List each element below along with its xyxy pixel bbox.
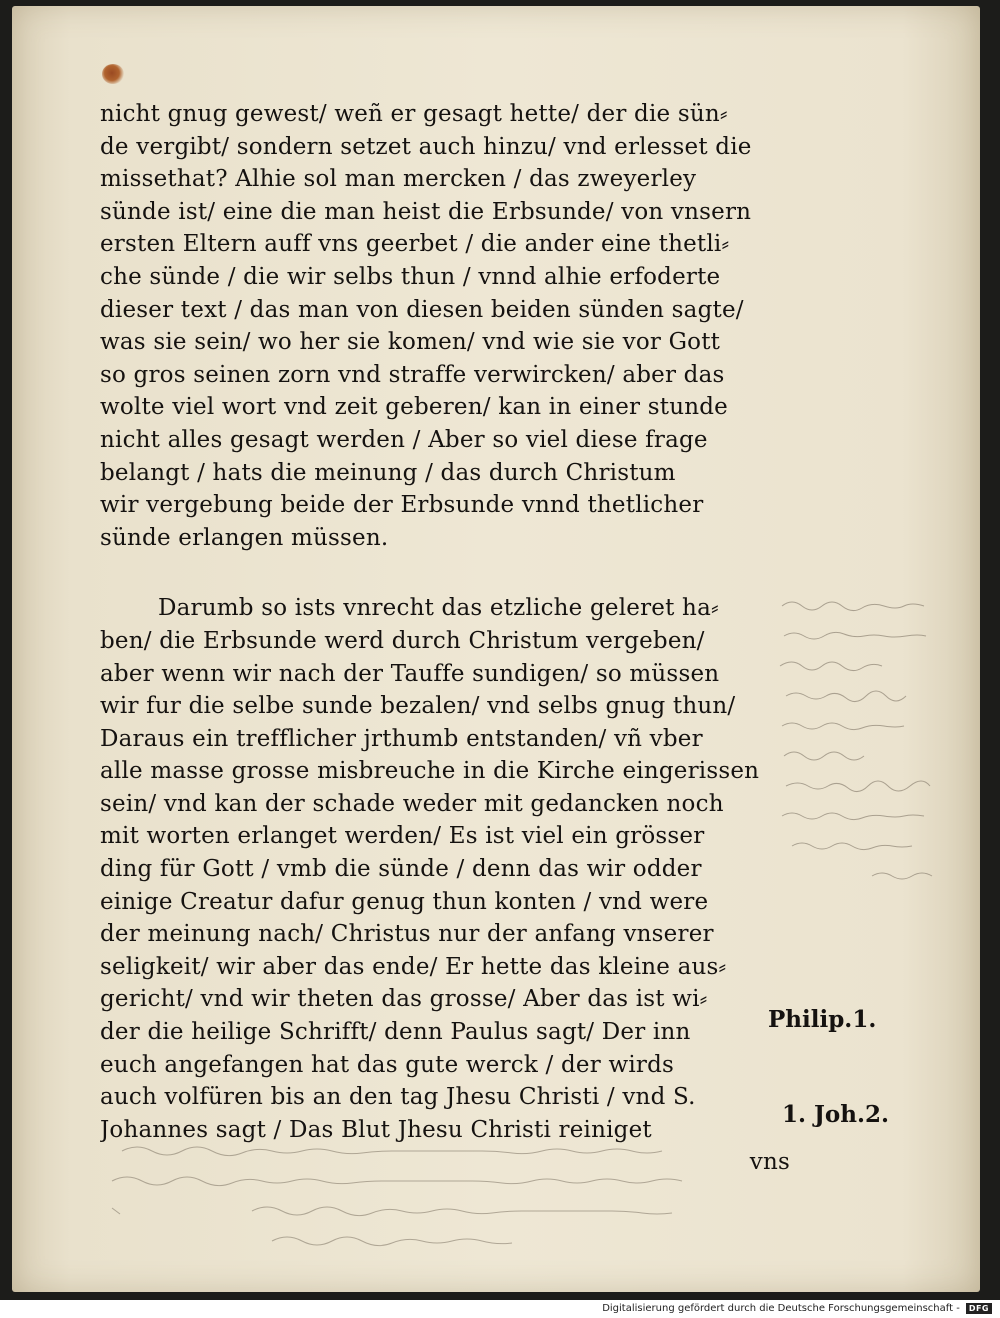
paragraph-gap xyxy=(100,554,790,592)
text-line: nicht gnug gewest/ weñ er gesagt hette/ der die sün⸗ xyxy=(100,101,728,127)
margin-note-philip: Philip.1. xyxy=(768,1006,877,1033)
text-line: che sünde / die wir selbs thun / vnnd alhie erfoderte xyxy=(100,263,721,290)
text-line: sein/ vnd kan der schade weder mit gedancken noch xyxy=(100,790,724,817)
text-line: wir vergebung beide der Erbsunde vnnd thetlicher xyxy=(100,492,704,519)
main-text-block xyxy=(100,98,790,1179)
text-line: mit worten erlanget werden/ Es ist viel ein grösser xyxy=(100,823,705,850)
text-line: sünde erlangen müssen. xyxy=(100,524,389,551)
text-line: was sie sein/ wo her sie komen/ vnd wie sie vor Gott xyxy=(100,329,721,356)
text-line: wir fur die selbe sunde bezalen/ vnd selbs gnug thun/ xyxy=(100,693,736,720)
text-line: ersten Eltern auff vns geerbet / die ander eine thetli⸗ xyxy=(100,231,730,258)
text-line: belangt / hats die meinung / das durch Christum xyxy=(100,459,676,486)
handwritten-margin-annotations xyxy=(772,586,972,886)
text-line: aber wenn wir nach der Tauffe sundigen/ so müssen xyxy=(100,660,720,687)
text-line: sünde ist/ eine die man heist die Erbsunde/ von vnsern xyxy=(100,198,752,225)
book-page xyxy=(12,6,980,1292)
text-line: der die heilige Schrifft/ denn Paulus sagt/ Der inn xyxy=(100,1019,691,1046)
catchword: vns xyxy=(749,1149,790,1176)
text-line: so gros seinen zorn vnd straffe verwircken/ aber das xyxy=(100,361,725,388)
footer-credit xyxy=(602,1300,992,1316)
text-line: ding für Gott / vmb die sünde / denn das wir odder xyxy=(100,856,702,883)
text-line: einige Creatur dafur genug thun konten / vnd were xyxy=(100,888,709,915)
text-line: Daraus ein trefflicher jrthumb entstanden/ vñ vber xyxy=(100,725,703,752)
text-line: missethat? Alhie sol man mercken / das zweyerley xyxy=(100,166,697,193)
footer-credit-text: Digitalisierung gefördert durch die Deutsche Forschungsgemeinschaft - xyxy=(602,1302,960,1314)
text-line: auch volfüren bis an den tag Jhesu Christi / vnd S. xyxy=(100,1084,696,1111)
text-line: der meinung nach/ Christus nur der anfang vnserer xyxy=(100,921,714,948)
handwritten-bottom-annotations xyxy=(102,1136,782,1256)
text-line: gericht/ vnd wir theten das grosse/ Aber das ist wi⸗ xyxy=(100,986,708,1013)
text-line: seligkeit/ wir aber das ende/ Er hette das kleine aus⸗ xyxy=(100,953,727,980)
text-line: ben/ die Erbsunde werd durch Christum vergeben/ xyxy=(100,627,705,654)
text-line: alle masse grosse misbreuche in die Kirche eingerissen xyxy=(100,758,760,785)
ink-stain xyxy=(102,64,124,84)
paragraph-2 xyxy=(100,592,790,1179)
text-line: Johannes sagt / Das Blut Jhesu Christi reiniget xyxy=(100,1116,652,1143)
margin-note-joh: 1. Joh.2. xyxy=(782,1101,889,1128)
text-line: wolte viel wort vnd zeit geberen/ kan in einer stunde xyxy=(100,394,728,421)
text-line: Darumb so ists vnrecht das etzliche geleret ha⸗ xyxy=(158,595,719,622)
text-line: de vergibt/ sondern setzet auch hinzu/ vnd erlesset die xyxy=(100,133,752,160)
paragraph-1 xyxy=(100,98,790,554)
text-line: euch angefangen hat das gute werck / der wirds xyxy=(100,1051,675,1078)
text-line: dieser text / das man von diesen beiden sünden sagte/ xyxy=(100,296,744,323)
text-line: nicht alles gesagt werden / Aber so viel diese frage xyxy=(100,426,708,453)
dfg-logo: DFG xyxy=(966,1303,992,1314)
